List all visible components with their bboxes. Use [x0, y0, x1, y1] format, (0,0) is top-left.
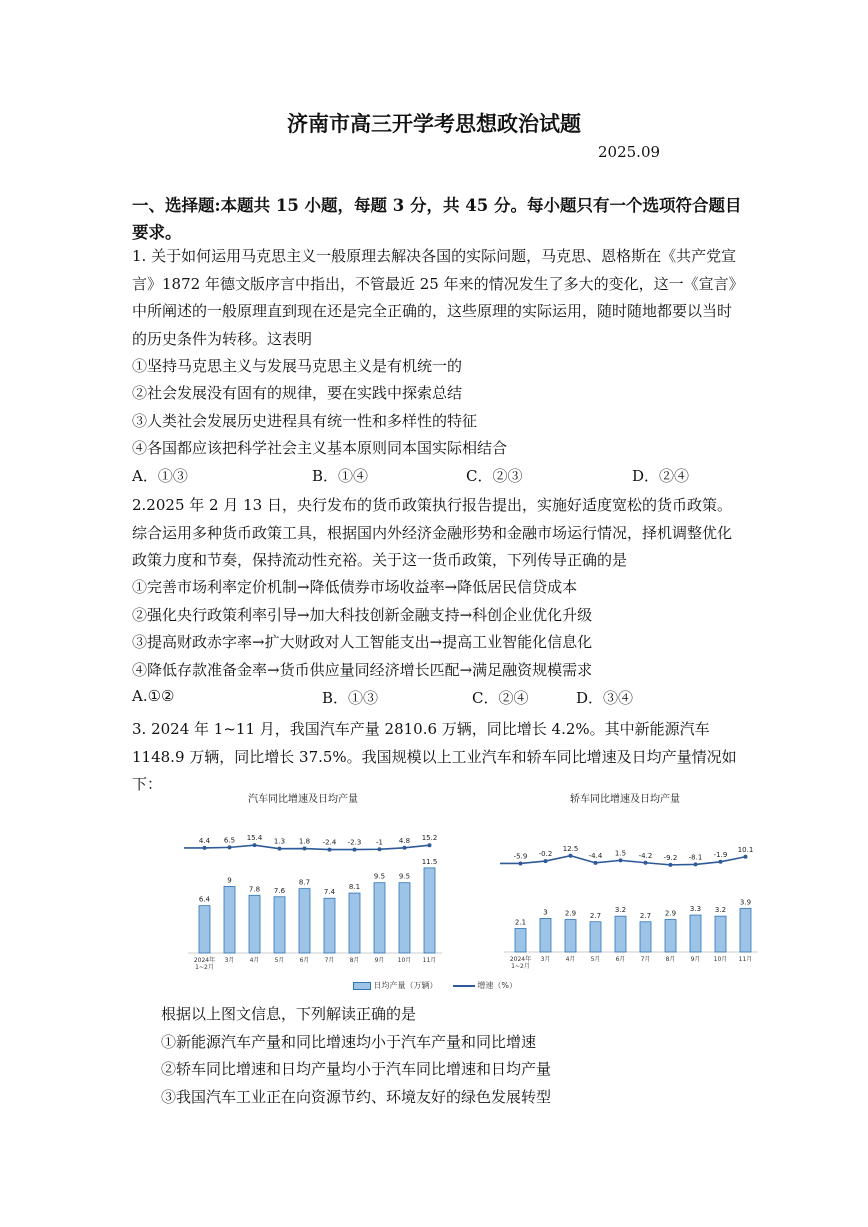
chart-legend	[353, 980, 518, 992]
bar-mark	[690, 915, 701, 952]
bar-mark	[665, 920, 676, 952]
bar-data-label: 3	[543, 908, 548, 917]
bar-mark	[565, 920, 576, 952]
growth-point	[303, 847, 307, 851]
sedan-chart	[500, 835, 762, 980]
q2-option-c: C．②④	[472, 689, 529, 707]
growth-series-line	[184, 845, 430, 849]
x-tick-label: 4月	[565, 956, 576, 963]
x-tick-label: 1~2月	[195, 964, 214, 971]
x-tick-label: 6月	[299, 957, 310, 964]
legend-bar-label: 日均产量（万辆）	[373, 981, 438, 990]
growth-data-label: -4.2	[638, 851, 653, 860]
bar-data-label: 7.8	[248, 885, 261, 894]
x-tick-label: 8月	[349, 957, 360, 964]
bar-mark	[615, 916, 626, 952]
bar-mark	[424, 868, 435, 953]
paper-title: 济南市高三开学考思想政治试题	[287, 111, 581, 136]
growth-data-label: -1	[376, 838, 383, 847]
q3-after: 根据以上图文信息，下列解读正确的是	[161, 1005, 417, 1023]
x-tick-label: 5月	[274, 957, 285, 964]
q2-option-b: B．①③	[322, 689, 379, 707]
bar-mark	[399, 883, 410, 953]
q2-option-d: D．③④	[576, 689, 634, 707]
bar-data-label: 2.7	[639, 911, 652, 920]
bar-mark	[349, 893, 360, 953]
q3-stem: 3. 2024 年 1~11 月，我国汽车产量 2810.6 万辆，同比增长 4.2%。其中新能源汽车 1148.9 万辆，同比增长 37.5%。我国规模以上工业汽车和轿车同比增速及日均产量情况如下：	[132, 720, 737, 794]
bar-data-label: 9	[227, 876, 232, 885]
growth-point	[694, 862, 698, 866]
growth-data-label: 1.3	[273, 837, 286, 846]
growth-point	[403, 846, 407, 850]
growth-data-label: 10.1	[737, 845, 754, 854]
growth-point	[253, 843, 257, 847]
bar-mark	[590, 922, 601, 952]
legend-line-label: 增速（%）	[477, 981, 517, 990]
growth-point	[203, 846, 207, 850]
q3-item: ③我国汽车工业正在向资源节约、环境友好的绿色发展转型	[161, 1088, 552, 1106]
chart-title-sedans: 轿车同比增速及日均产量	[570, 794, 680, 805]
growth-data-label: -2.3	[347, 838, 362, 847]
q1-option-c: C．②③	[466, 467, 523, 485]
bar-mark	[515, 928, 526, 952]
bar-data-label: 11.5	[421, 857, 438, 866]
growth-point	[544, 859, 548, 863]
bar-data-label: 3.3	[689, 905, 702, 914]
bar-data-label: 2.9	[564, 909, 577, 918]
growth-point	[328, 848, 332, 852]
x-tick-label: 7月	[640, 956, 651, 963]
growth-data-label: 15.4	[246, 834, 263, 843]
growth-data-label: 12.5	[562, 844, 579, 853]
q1-item: ③人类社会发展历史进程具有统一性和多样性的特征	[132, 412, 478, 430]
bar-mark	[249, 895, 260, 953]
growth-point	[228, 845, 232, 849]
q1-option-b: B．①④	[312, 467, 369, 485]
bar-data-label: 2.9	[664, 909, 677, 918]
bar-mark	[715, 916, 726, 952]
q2-stem: 2.2025 年 2 月 13 日，央行发布的货币政策执行报告提出，实施好适度宽松的货币政策。综合运用多种货币政策工具，根据国内外经济金融形势和金融市场运行情况，择机调整优化政策力度和节奏，保持流动性充裕。关于这一货币政策，下列传导正确的是	[132, 496, 733, 570]
x-tick-label: 3月	[224, 957, 235, 964]
q2-option-a: A.①②	[132, 687, 175, 705]
q1-item: ①坚持马克思主义与发展马克思主义是有机统一的	[132, 357, 463, 375]
q1-item: ④各国都应该把科学社会主义基本原则同本国实际相结合	[132, 439, 508, 457]
q2-item: ②强化央行政策利率引导→加大科技创新金融支持→科创企业优化升级	[132, 606, 593, 624]
growth-point	[569, 854, 573, 858]
chart-title-cars: 汽车同比增速及日均产量	[248, 794, 358, 805]
bar-data-label: 9.5	[398, 872, 411, 881]
q2-item: ①完善市场利率定价机制→降低债券市场收益率→降低居民信贷成本	[132, 578, 578, 596]
growth-point	[669, 863, 673, 867]
growth-data-label: -5.9	[513, 852, 528, 861]
bar-data-label: 6.4	[198, 895, 211, 904]
growth-data-label: 4.8	[398, 836, 411, 845]
q1-item: ②社会发展没有固有的规律，要在实践中探索总结	[132, 384, 463, 402]
growth-data-label: -1.9	[713, 850, 728, 859]
bar-data-label: 3.9	[739, 898, 752, 907]
x-tick-label: 1~2月	[511, 963, 530, 970]
bar-mark	[274, 897, 285, 953]
car-chart	[180, 815, 450, 980]
growth-data-label: 1.8	[298, 837, 311, 846]
bar-mark	[374, 883, 385, 953]
growth-point	[428, 843, 432, 847]
growth-point	[278, 847, 282, 851]
q3-item: ②轿车同比增速和日均产量均小于汽车同比增速和日均产量	[161, 1060, 552, 1078]
growth-data-label: -0.2	[538, 850, 553, 859]
q2-item: ③提高财政赤字率→扩大财政对人工智能支出→提高工业智能化信息化	[132, 633, 593, 651]
bar-mark	[540, 918, 551, 952]
bar-data-label: 7.4	[323, 888, 336, 897]
bar-data-label: 8.1	[348, 883, 361, 892]
q3-item: ①新能源汽车产量和同比增速均小于汽车产量和同比增速	[161, 1033, 537, 1051]
x-tick-label: 8月	[665, 956, 676, 963]
growth-data-label: 1.5	[614, 849, 627, 858]
bar-data-label: 3.2	[614, 906, 627, 915]
x-tick-label: 2024年	[509, 956, 532, 963]
bar-data-label: 7.6	[273, 886, 286, 895]
growth-data-label: 15.2	[421, 834, 438, 843]
bar-data-label: 2.1	[514, 918, 527, 927]
growth-data-label: -8.1	[688, 853, 703, 862]
x-tick-label: 2024年	[193, 957, 216, 964]
bar-mark	[640, 922, 651, 952]
bar-mark	[740, 908, 751, 952]
x-tick-label: 11月	[422, 957, 437, 964]
legend-bar-swatch	[353, 982, 371, 990]
growth-point	[619, 858, 623, 862]
x-tick-label: 11月	[738, 956, 753, 963]
x-tick-label: 7月	[324, 957, 335, 964]
growth-point	[744, 855, 748, 859]
growth-point	[644, 861, 648, 865]
growth-point	[594, 861, 598, 865]
x-tick-label: 4月	[249, 957, 260, 964]
q1-option-d: D．②④	[632, 467, 690, 485]
growth-data-label: -9.2	[663, 853, 678, 862]
legend-line-swatch	[453, 985, 475, 987]
bar-mark	[199, 906, 210, 953]
bar-data-label: 3.2	[714, 906, 727, 915]
growth-data-label: 6.5	[223, 836, 236, 845]
growth-point	[719, 860, 723, 864]
growth-data-label: -2.4	[322, 838, 337, 847]
x-tick-label: 5月	[590, 956, 601, 963]
bar-mark	[299, 889, 310, 953]
bar-data-label: 2.7	[589, 911, 602, 920]
x-tick-label: 9月	[374, 957, 385, 964]
bar-mark	[324, 898, 335, 953]
growth-point	[378, 847, 382, 851]
growth-point	[519, 861, 523, 865]
x-tick-label: 6月	[615, 956, 626, 963]
exam-date: 2025.09	[598, 143, 661, 161]
growth-data-label: 4.4	[198, 836, 211, 845]
bar-mark	[224, 886, 235, 953]
x-tick-label: 10月	[713, 956, 728, 963]
q2-item: ④降低存款准备金率→货币供应量同经济增长匹配→满足融资规模需求	[132, 661, 593, 679]
bar-data-label: 8.7	[298, 878, 311, 887]
x-tick-label: 10月	[397, 957, 412, 964]
x-tick-label: 3月	[540, 956, 551, 963]
bar-data-label: 9.5	[373, 872, 386, 881]
growth-point	[353, 848, 357, 852]
growth-data-label: -4.4	[588, 851, 603, 860]
q1-stem: 1. 关于如何运用马克思主义一般原理去解决各国的实际问题，马克思、恩格斯在《共产党宣言》1872 年德文版序言中指出，不管最近 25 年来的情况发生了多大的变化，这一《宣言》中所阐述的一般原理直到现在还是完全正确的，这些原理的实际运用，随时随地都要以当时的历史条件为转移。这表明	[132, 247, 737, 348]
q1-option-a: A．①③	[132, 467, 188, 485]
x-tick-label: 9月	[690, 956, 701, 963]
section-heading: 一、选择题:本题共 15 小题，每题 3 分，共 45 分。每小题只有一个选项符合题目要求。	[132, 196, 742, 242]
